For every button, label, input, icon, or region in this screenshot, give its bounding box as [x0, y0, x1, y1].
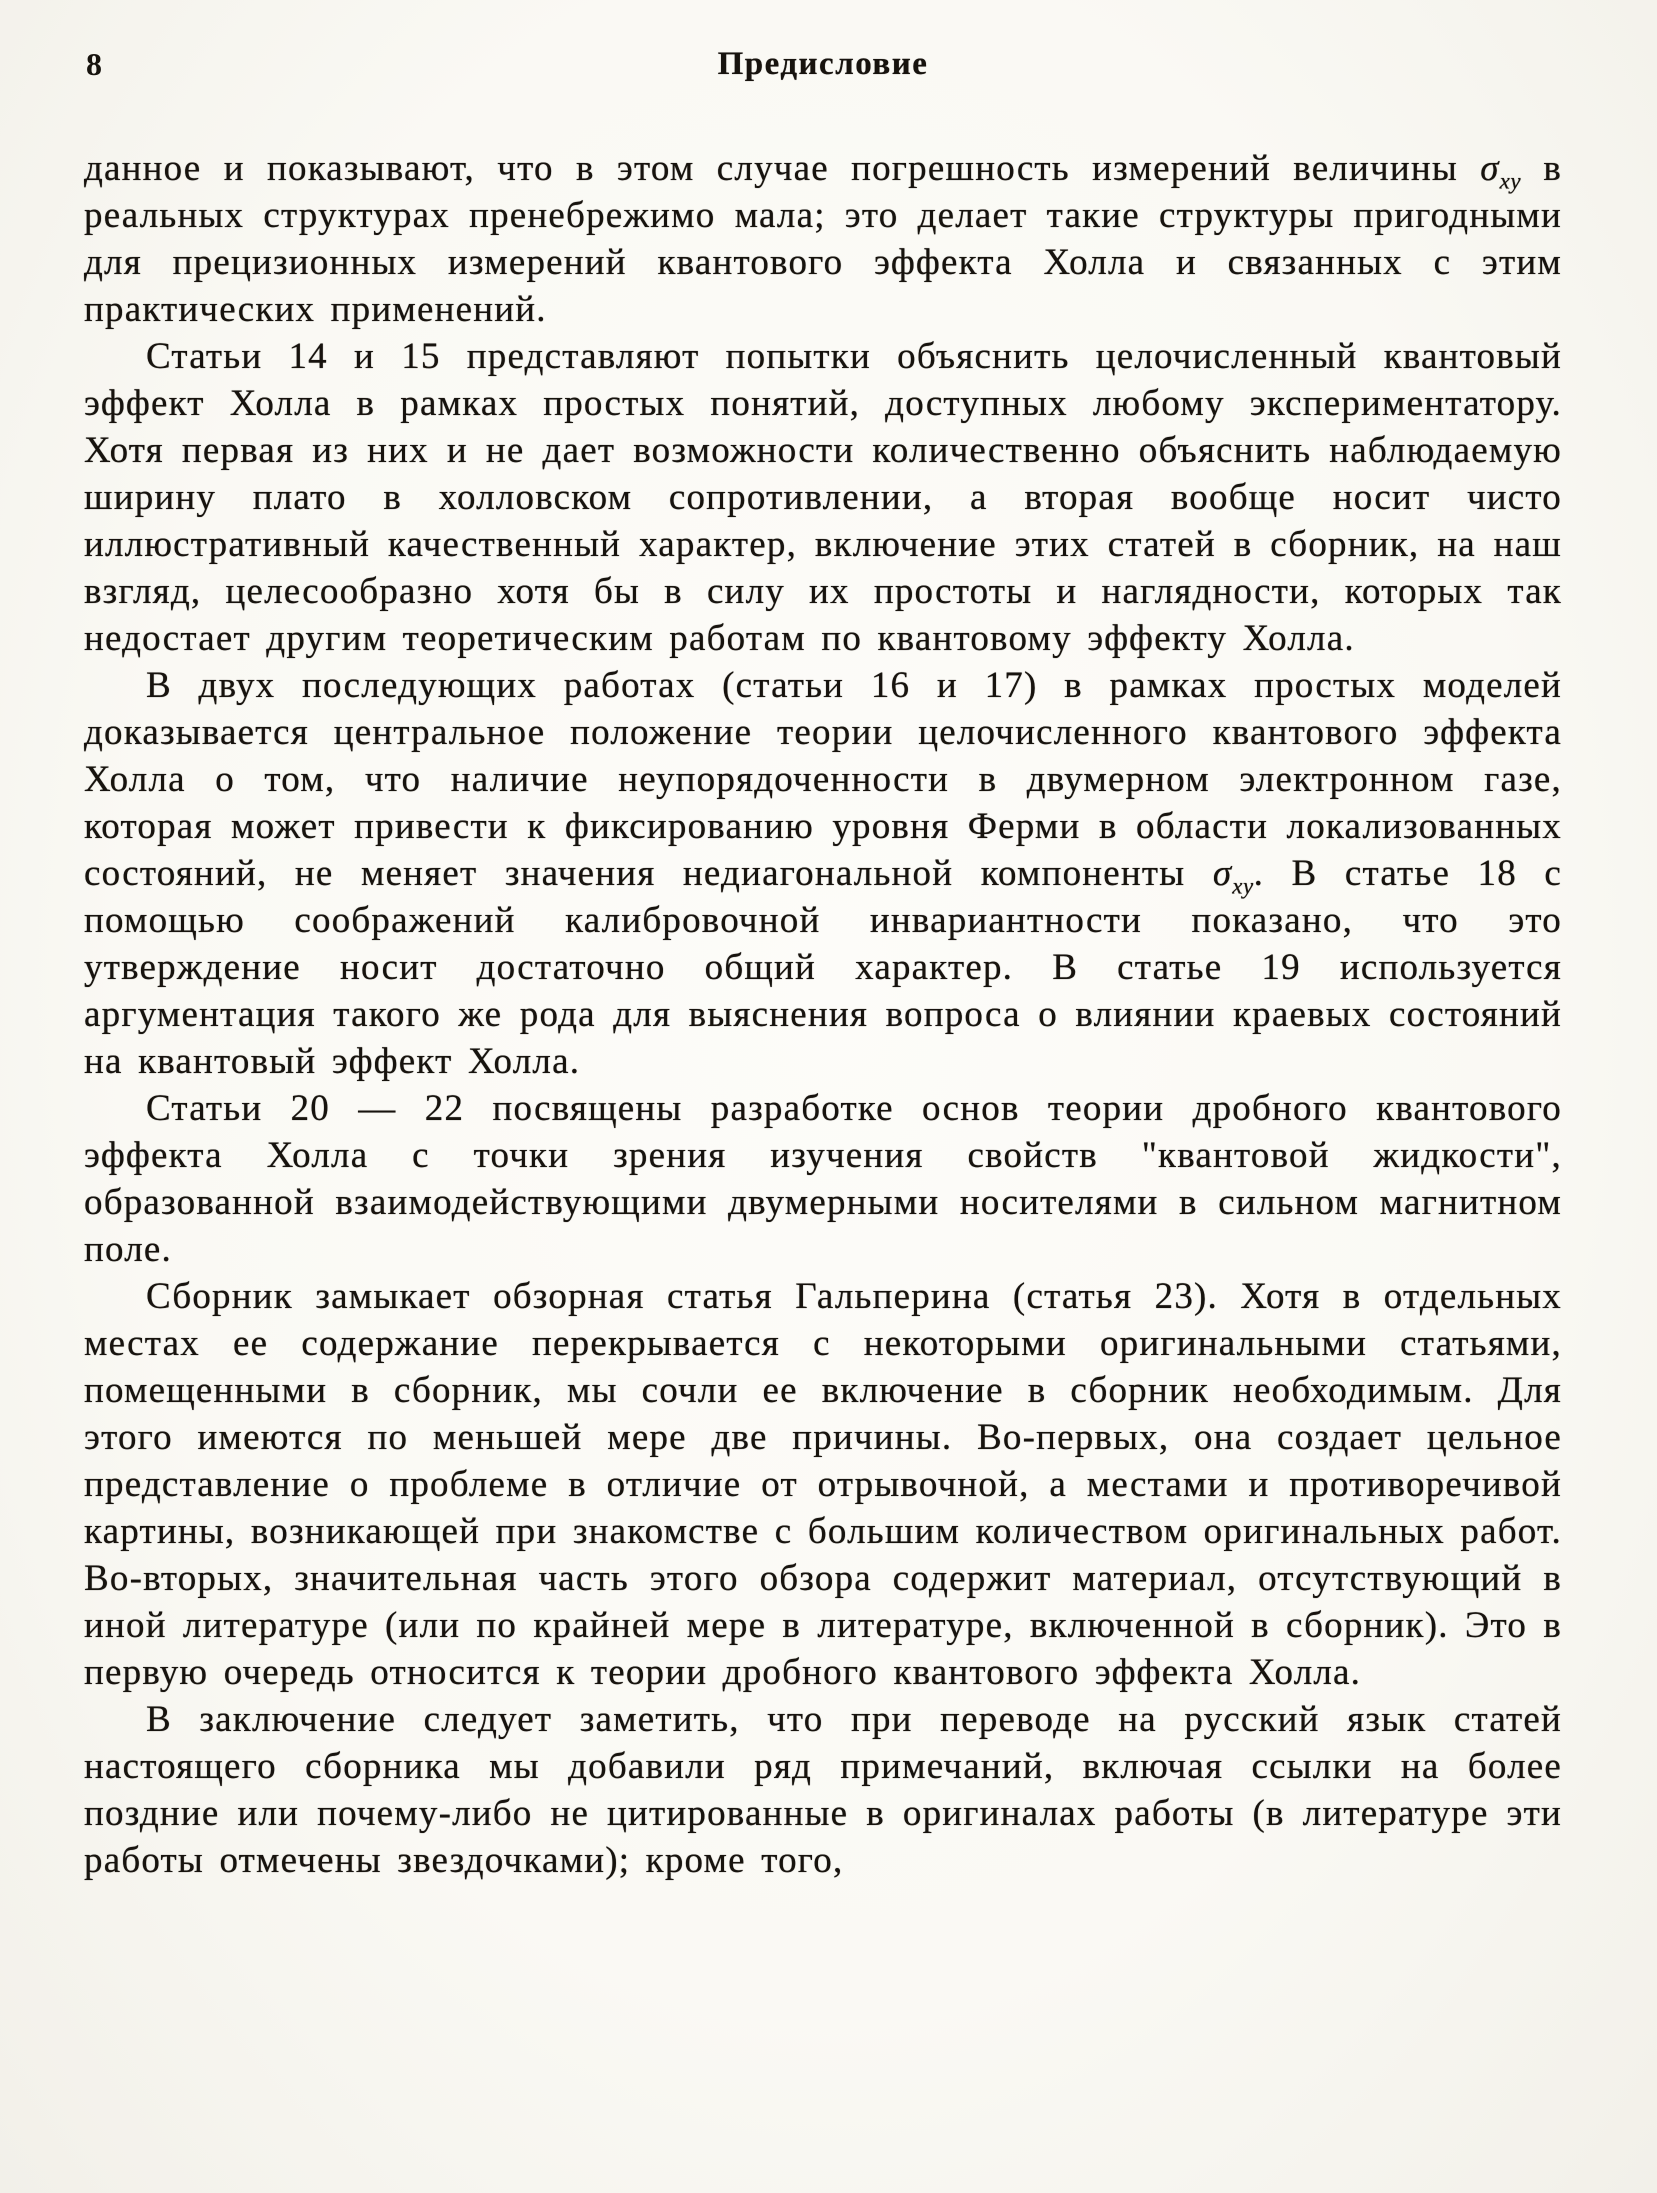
paragraph: Сборник замыкает обзорная статья Гальперина (статья 23). Хотя в отдельных местах ее содержание перекрывается с некоторыми оригинальными статьями, помещенными в сборник, мы сочли ее включение в сборник необходимым. Для этого имеются по меньшей мере две причины. Во-первых, она создает цельное представление о проблеме в отличие от отрывочной, а местами и противоречивой картины, возникающей при знакомстве с большим количеством оригинальных работ. Во-вторых, значительная часть этого обзора содержит материал, отсутствующий в иной литературе (или по крайней мере в литературе, включенной в сборник). Это в первую очередь относится к теории дробного квантового эффекта Холла. — [84, 1276, 1562, 1693]
page-number: 8 — [86, 46, 103, 82]
paragraph: В двух последующих работах (статьи 16 и 17) в рамках простых моделей доказывается центральное положение теории целочисленного квантового эффекта Холла о том, что наличие неупорядоченности в двумерном электронном газе, которая может привести к фиксированию уровня Ферми в области локализованных состояний, не меняет значения недиагональной компоненты $\sigma_{xy}$. В статье 18 с помощью соображений калибровочной инвариантности показано, что это утверждение носит достаточно общий характер. В статье 19 используется аргументация такого же рода для выяснения вопроса о влиянии краевых состояний на квантовый эффект Холла. — [84, 665, 1563, 1082]
paragraph: данное и показывают, что в этом случае погрешность измерений величины $\sigma_{xy}$ в реальных структурах пренебрежимо мала; это делает такие структуры пригодными для прецизионных измерений квантового эффекта Холла и связанных с этим практических применений. — [84, 148, 1562, 330]
page-header — [84, 46, 1562, 90]
page-body — [84, 145, 1562, 1884]
paragraph: Статьи 14 и 15 представляют попытки объяснить целочисленный квантовый эффект Холла в рамках простых понятий, доступных любому экспериментатору. Хотя первая из них и не дает возможности количественно объяснить наблюдаемую ширину плато в холловском сопротивлении, а вторая вообще носит чисто иллюстративный качественный характер, включение этих статей в сборник, на наш взгляд, целесообразно хотя бы в силу их простоты и наглядности, которых так недостает другим теоретическим работам по квантовому эффекту Холла. — [84, 336, 1562, 659]
paragraph: Статьи 20 — 22 посвящены разработке основ теории дробного квантового эффекта Холла с точки зрения изучения свойств "квантовой жидкости", образованной взаимодействующими двумерными носителями в сильном магнитном поле. — [84, 1088, 1562, 1270]
sigma-xy-symbol: $\sigma_{xy}$ — [1480, 148, 1522, 194]
sigma-xy-symbol: $\sigma_{xy}$ — [1212, 853, 1254, 899]
paragraph: В заключение следует заметить, что при переводе на русский язык статей настоящего сборника мы добавили ряд примечаний, включая ссылки на более поздние или почему-либо не цитированные в оригиналах работы (в литературе эти работы отмечены звездочками); кроме того, — [84, 1699, 1562, 1881]
running-title: Предисловие — [717, 46, 929, 82]
